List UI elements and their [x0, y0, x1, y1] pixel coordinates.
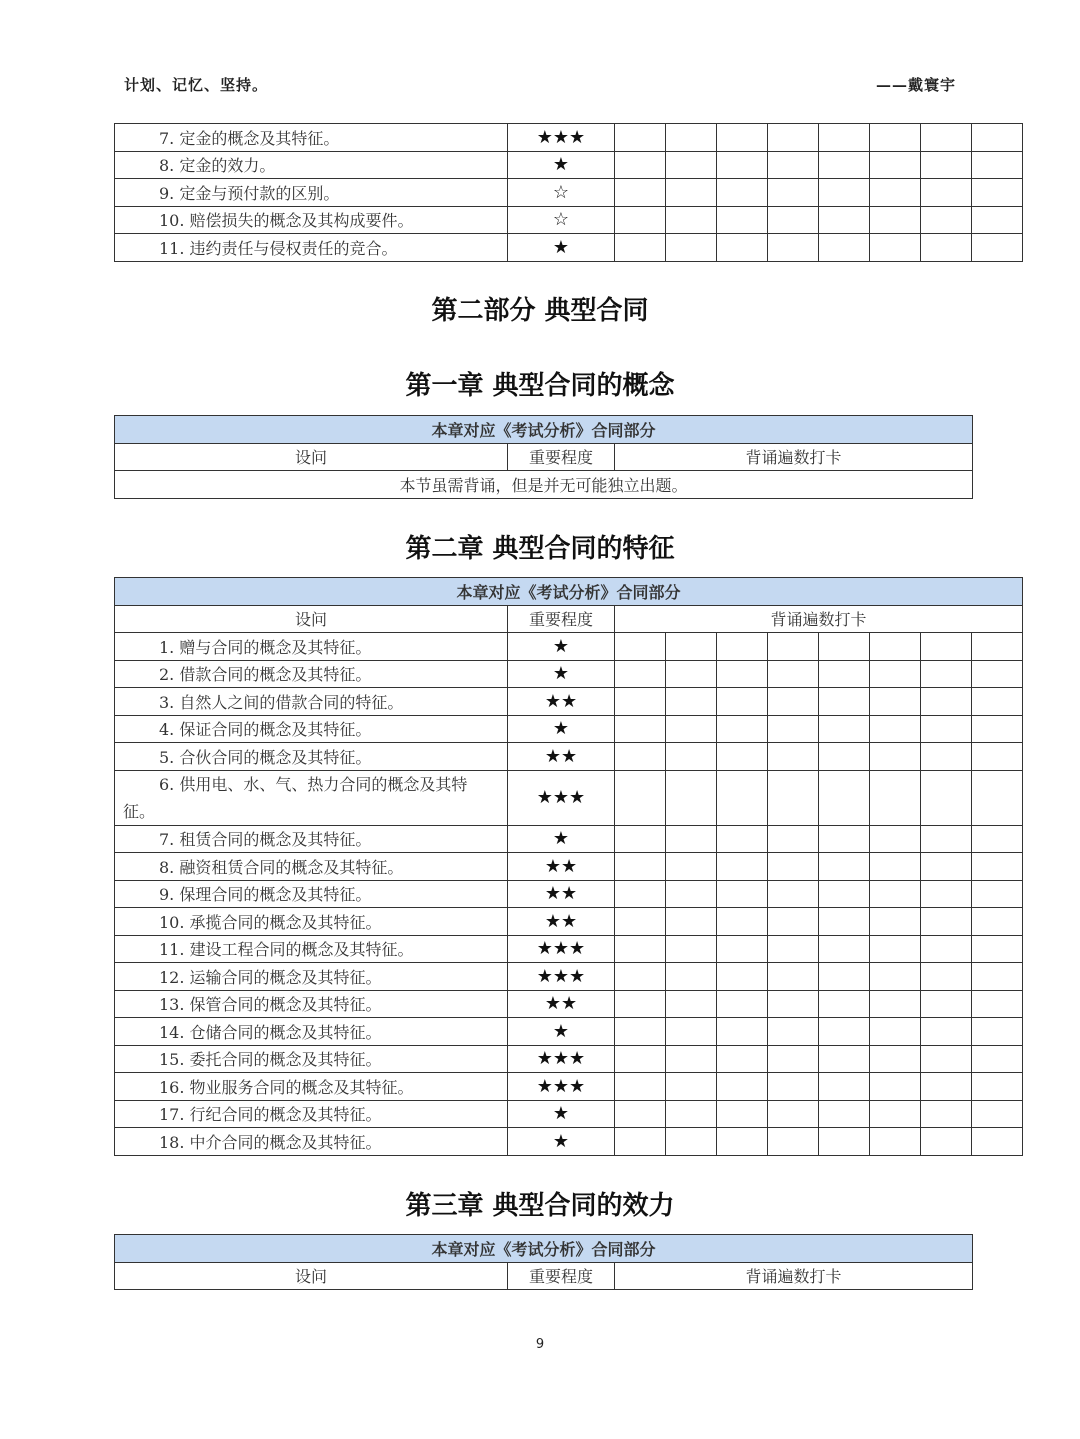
checkin-box[interactable] — [870, 1128, 921, 1156]
question-cell: 6. 供用电、水、气、热力合同的概念及其特征。 — [115, 770, 508, 825]
checkin-box[interactable] — [768, 990, 819, 1018]
checkin-box[interactable] — [870, 853, 921, 881]
checkin-box[interactable] — [972, 715, 1023, 743]
checkin-box[interactable] — [870, 660, 921, 688]
checkin-box[interactable] — [615, 770, 666, 825]
checkin-box[interactable] — [819, 743, 870, 771]
part-title: 第二部分 典型合同 — [431, 296, 649, 326]
question-cell: 12. 运输合同的概念及其特征。 — [115, 963, 508, 991]
table-row — [115, 1018, 1023, 1046]
chapter2-band: 本章对应《考试分析》合同部分 — [115, 578, 1023, 606]
checkin-box[interactable] — [819, 1073, 870, 1101]
importance-stars: ★★★ — [508, 935, 615, 963]
checkin-box[interactable] — [717, 151, 768, 179]
checkin-box[interactable] — [768, 688, 819, 716]
table-row — [115, 770, 1023, 825]
question-cell: 7. 租赁合同的概念及其特征。 — [115, 825, 508, 853]
checkin-box[interactable] — [819, 853, 870, 881]
question-cell: 18. 中介合同的概念及其特征。 — [115, 1128, 508, 1156]
checkin-box[interactable] — [972, 234, 1023, 262]
table-row — [115, 124, 1023, 152]
checkin-box[interactable] — [666, 1045, 717, 1073]
checkin-box[interactable] — [972, 633, 1023, 661]
checkin-box[interactable] — [972, 963, 1023, 991]
checkin-box[interactable] — [870, 963, 921, 991]
checkin-box[interactable] — [615, 715, 666, 743]
checkin-box[interactable] — [615, 1100, 666, 1128]
checkin-box[interactable] — [666, 1073, 717, 1101]
importance-stars: ★★ — [508, 880, 615, 908]
checkin-box[interactable] — [972, 935, 1023, 963]
checkin-box[interactable] — [768, 1045, 819, 1073]
checkin-box[interactable] — [870, 743, 921, 771]
checkin-box[interactable] — [768, 935, 819, 963]
checkin-box[interactable] — [717, 124, 768, 152]
chapter3-header-row — [115, 1262, 973, 1290]
checkin-box[interactable] — [666, 179, 717, 207]
checkin-box[interactable] — [768, 1073, 819, 1101]
checkin-box[interactable] — [870, 935, 921, 963]
checkin-box[interactable] — [717, 935, 768, 963]
checkin-box[interactable] — [666, 963, 717, 991]
checkin-box[interactable] — [972, 179, 1023, 207]
checkin-box[interactable] — [717, 908, 768, 936]
checkin-box[interactable] — [921, 963, 972, 991]
importance-stars: ★ — [508, 825, 615, 853]
checkin-box[interactable] — [768, 715, 819, 743]
checkin-box[interactable] — [819, 633, 870, 661]
table-row — [115, 234, 1023, 262]
checkin-box[interactable] — [972, 853, 1023, 881]
checkin-box[interactable] — [870, 715, 921, 743]
checkin-box[interactable] — [921, 1128, 972, 1156]
col-checkin-header: 背诵遍数打卡 — [615, 1262, 973, 1290]
table-row — [115, 179, 1023, 207]
question-cell: 11. 建设工程合同的概念及其特征。 — [115, 935, 508, 963]
checkin-box[interactable] — [972, 151, 1023, 179]
checkin-box[interactable] — [819, 935, 870, 963]
checkin-box[interactable] — [921, 206, 972, 234]
chapter3-title: 第三章 典型合同的效力 — [405, 1191, 675, 1221]
checkin-box[interactable] — [615, 1128, 666, 1156]
checkin-box[interactable] — [717, 1073, 768, 1101]
table-row — [115, 908, 1023, 936]
table-row — [115, 633, 1023, 661]
checkin-box[interactable] — [870, 770, 921, 825]
checkin-box[interactable] — [615, 990, 666, 1018]
checkin-box[interactable] — [870, 124, 921, 152]
checkin-box[interactable] — [819, 660, 870, 688]
chapter1-note: 本节虽需背诵，但是并无可能独立出题。 — [115, 471, 973, 499]
checkin-box[interactable] — [768, 743, 819, 771]
checkin-box[interactable] — [666, 688, 717, 716]
importance-stars: ★★★ — [508, 963, 615, 991]
importance-stars: ★ — [508, 151, 615, 179]
checkin-box[interactable] — [717, 179, 768, 207]
checkin-box[interactable] — [666, 124, 717, 152]
checkin-box[interactable] — [972, 990, 1023, 1018]
checkin-box[interactable] — [768, 179, 819, 207]
checkin-box[interactable] — [870, 880, 921, 908]
col-checkin-header: 背诵遍数打卡 — [615, 605, 1023, 633]
col-importance-header: 重要程度 — [508, 605, 615, 633]
checkin-box[interactable] — [768, 853, 819, 881]
checkin-box[interactable] — [768, 633, 819, 661]
question-cell: 10. 承揽合同的概念及其特征。 — [115, 908, 508, 936]
checkin-box[interactable] — [615, 234, 666, 262]
checkin-box[interactable] — [615, 151, 666, 179]
table-row — [115, 853, 1023, 881]
checkin-box[interactable] — [768, 234, 819, 262]
table-row — [115, 825, 1023, 853]
checkin-box[interactable] — [615, 688, 666, 716]
checkin-box[interactable] — [972, 1073, 1023, 1101]
top-continuation-table — [114, 123, 1023, 262]
chapter1-table — [114, 415, 973, 499]
checkin-box[interactable] — [666, 935, 717, 963]
checkin-box[interactable] — [972, 1045, 1023, 1073]
checkin-box[interactable] — [870, 1100, 921, 1128]
importance-stars: ★★★ — [508, 124, 615, 152]
checkin-box[interactable] — [921, 688, 972, 716]
checkin-box[interactable] — [615, 124, 666, 152]
checkin-box[interactable] — [768, 206, 819, 234]
importance-stars: ★ — [508, 1018, 615, 1046]
checkin-box[interactable] — [870, 990, 921, 1018]
checkin-box[interactable] — [921, 124, 972, 152]
table-row — [115, 880, 1023, 908]
checkin-box[interactable] — [972, 908, 1023, 936]
checkin-box[interactable] — [615, 633, 666, 661]
checkin-box[interactable] — [921, 880, 972, 908]
checkin-box[interactable] — [666, 825, 717, 853]
checkin-box[interactable] — [666, 151, 717, 179]
importance-stars: ★★★ — [508, 1045, 615, 1073]
question-cell: 4. 保证合同的概念及其特征。 — [115, 715, 508, 743]
table-row — [115, 151, 1023, 179]
checkin-box[interactable] — [819, 234, 870, 262]
chapter1-band: 本章对应《考试分析》合同部分 — [115, 416, 973, 444]
checkin-box[interactable] — [768, 1018, 819, 1046]
importance-stars: ★ — [508, 1128, 615, 1156]
checkin-box[interactable] — [921, 990, 972, 1018]
checkin-box[interactable] — [615, 660, 666, 688]
col-importance-header: 重要程度 — [508, 1262, 615, 1290]
checkin-box[interactable] — [921, 151, 972, 179]
checkin-box[interactable] — [717, 1045, 768, 1073]
chapter3-table — [114, 1234, 973, 1290]
chapter2-header-row — [115, 605, 1023, 633]
checkin-box[interactable] — [972, 206, 1023, 234]
table-row — [115, 963, 1023, 991]
checkin-box[interactable] — [819, 1018, 870, 1046]
checkin-box[interactable] — [921, 825, 972, 853]
question-cell: 5. 合伙合同的概念及其特征。 — [115, 743, 508, 771]
checkin-box[interactable] — [870, 179, 921, 207]
table-row — [115, 743, 1023, 771]
checkin-box[interactable] — [921, 1100, 972, 1128]
question-cell: 15. 委托合同的概念及其特征。 — [115, 1045, 508, 1073]
checkin-box[interactable] — [921, 234, 972, 262]
importance-stars: ★★ — [508, 688, 615, 716]
checkin-box[interactable] — [768, 880, 819, 908]
col-question-header: 设问 — [115, 443, 508, 471]
checkin-box[interactable] — [666, 633, 717, 661]
checkin-box[interactable] — [921, 1018, 972, 1046]
chapter2-band-row — [115, 578, 1023, 606]
question-cell: 8. 融资租赁合同的概念及其特征。 — [115, 853, 508, 881]
importance-stars: ★★★ — [508, 1073, 615, 1101]
checkin-box[interactable] — [666, 743, 717, 771]
checkin-box[interactable] — [768, 124, 819, 152]
chapter1-header-row — [115, 443, 973, 471]
checkin-box[interactable] — [819, 908, 870, 936]
checkin-box[interactable] — [972, 880, 1023, 908]
checkin-box[interactable] — [717, 234, 768, 262]
checkin-box[interactable] — [666, 1100, 717, 1128]
question-cell: 13. 保管合同的概念及其特征。 — [115, 990, 508, 1018]
checkin-box[interactable] — [972, 770, 1023, 825]
question-cell: 1. 赠与合同的概念及其特征。 — [115, 633, 508, 661]
checkin-box[interactable] — [870, 1073, 921, 1101]
checkin-box[interactable] — [972, 688, 1023, 716]
checkin-box[interactable] — [666, 1128, 717, 1156]
checkin-box[interactable] — [717, 963, 768, 991]
checkin-box[interactable] — [819, 1045, 870, 1073]
checkin-box[interactable] — [615, 880, 666, 908]
chapter1-band-row — [115, 416, 973, 444]
checkin-box[interactable] — [615, 206, 666, 234]
checkin-box[interactable] — [666, 908, 717, 936]
checkin-box[interactable] — [615, 935, 666, 963]
checkin-box[interactable] — [819, 1128, 870, 1156]
checkin-box[interactable] — [615, 825, 666, 853]
table-row — [115, 1073, 1023, 1101]
checkin-box[interactable] — [615, 1073, 666, 1101]
checkin-box[interactable] — [615, 743, 666, 771]
checkin-box[interactable] — [819, 688, 870, 716]
importance-stars: ★★ — [508, 908, 615, 936]
checkin-box[interactable] — [768, 660, 819, 688]
question-cell: 7. 定金的概念及其特征。 — [115, 124, 508, 152]
question-cell: 16. 物业服务合同的概念及其特征。 — [115, 1073, 508, 1101]
page-number: 9 — [535, 1337, 545, 1352]
checkin-box[interactable] — [819, 151, 870, 179]
checkin-box[interactable] — [972, 660, 1023, 688]
checkin-box[interactable] — [870, 633, 921, 661]
checkin-box[interactable] — [717, 990, 768, 1018]
checkin-box[interactable] — [819, 825, 870, 853]
checkin-box[interactable] — [768, 908, 819, 936]
checkin-box[interactable] — [666, 770, 717, 825]
importance-stars: ☆ — [508, 179, 615, 207]
question-cell: 3. 自然人之间的借款合同的特征。 — [115, 688, 508, 716]
checkin-box[interactable] — [666, 234, 717, 262]
importance-stars: ★ — [508, 1100, 615, 1128]
checkin-box[interactable] — [870, 1018, 921, 1046]
checkin-box[interactable] — [921, 935, 972, 963]
checkin-box[interactable] — [615, 853, 666, 881]
checkin-box[interactable] — [870, 1045, 921, 1073]
importance-stars: ★★★ — [508, 770, 615, 825]
question-cell: 9. 保理合同的概念及其特征。 — [115, 880, 508, 908]
question-cell: 8. 定金的效力。 — [115, 151, 508, 179]
checkin-box[interactable] — [819, 206, 870, 234]
checkin-box[interactable] — [768, 825, 819, 853]
checkin-box[interactable] — [666, 206, 717, 234]
checkin-box[interactable] — [972, 1100, 1023, 1128]
table-row — [115, 206, 1023, 234]
table-row — [115, 990, 1023, 1018]
chapter3-band-row — [115, 1235, 973, 1263]
checkin-box[interactable] — [717, 1018, 768, 1046]
checkin-box[interactable] — [666, 880, 717, 908]
col-question-header: 设问 — [115, 605, 508, 633]
checkin-box[interactable] — [870, 206, 921, 234]
checkin-box[interactable] — [819, 770, 870, 825]
checkin-box[interactable] — [615, 908, 666, 936]
checkin-box[interactable] — [717, 880, 768, 908]
importance-stars: ★★ — [508, 743, 615, 771]
question-cell: 10. 赔偿损失的概念及其构成要件。 — [115, 206, 508, 234]
checkin-box[interactable] — [972, 124, 1023, 152]
checkin-box[interactable] — [870, 234, 921, 262]
checkin-box[interactable] — [921, 179, 972, 207]
checkin-box[interactable] — [615, 179, 666, 207]
checkin-box[interactable] — [717, 853, 768, 881]
question-cell: 2. 借款合同的概念及其特征。 — [115, 660, 508, 688]
question-cell: 9. 定金与预付款的区别。 — [115, 179, 508, 207]
checkin-box[interactable] — [972, 1018, 1023, 1046]
checkin-box[interactable] — [615, 1045, 666, 1073]
checkin-box[interactable] — [972, 825, 1023, 853]
checkin-box[interactable] — [819, 880, 870, 908]
checkin-box[interactable] — [819, 715, 870, 743]
table-row — [115, 1045, 1023, 1073]
importance-stars: ★ — [508, 660, 615, 688]
checkin-box[interactable] — [717, 688, 768, 716]
checkin-box[interactable] — [870, 908, 921, 936]
checkin-box[interactable] — [615, 963, 666, 991]
checkin-box[interactable] — [768, 151, 819, 179]
col-question-header: 设问 — [115, 1262, 508, 1290]
checkin-box[interactable] — [768, 770, 819, 825]
chapter1-title: 第一章 典型合同的概念 — [405, 371, 675, 401]
header-motto: 计划、记忆、坚持。 — [124, 76, 269, 94]
chapter2-table — [114, 577, 1023, 1156]
col-importance-header: 重要程度 — [508, 443, 615, 471]
table-row — [115, 715, 1023, 743]
checkin-box[interactable] — [666, 990, 717, 1018]
checkin-box[interactable] — [666, 660, 717, 688]
question-cell: 14. 仓储合同的概念及其特征。 — [115, 1018, 508, 1046]
importance-stars: ★ — [508, 633, 615, 661]
importance-stars: ☆ — [508, 206, 615, 234]
chapter2-title: 第二章 典型合同的特征 — [405, 534, 675, 564]
chapter3-band: 本章对应《考试分析》合同部分 — [115, 1235, 973, 1263]
table-row — [115, 935, 1023, 963]
checkin-box[interactable] — [921, 660, 972, 688]
importance-stars: ★ — [508, 234, 615, 262]
checkin-box[interactable] — [768, 963, 819, 991]
checkin-box[interactable] — [717, 1100, 768, 1128]
checkin-box[interactable] — [921, 743, 972, 771]
importance-stars: ★ — [508, 715, 615, 743]
checkin-box[interactable] — [819, 179, 870, 207]
checkin-box[interactable] — [870, 825, 921, 853]
checkin-box[interactable] — [717, 770, 768, 825]
checkin-box[interactable] — [717, 206, 768, 234]
question-cell: 11. 违约责任与侵权责任的竞合。 — [115, 234, 508, 262]
checkin-box[interactable] — [717, 1128, 768, 1156]
table-row — [115, 688, 1023, 716]
checkin-box[interactable] — [921, 770, 972, 825]
checkin-box[interactable] — [870, 688, 921, 716]
checkin-box[interactable] — [921, 853, 972, 881]
table-row — [115, 1128, 1023, 1156]
checkin-box[interactable] — [819, 124, 870, 152]
header-author: ——戴寰宇 — [875, 76, 956, 94]
checkin-box[interactable] — [717, 743, 768, 771]
col-checkin-header: 背诵遍数打卡 — [615, 443, 973, 471]
importance-stars: ★★ — [508, 990, 615, 1018]
checkin-box[interactable] — [921, 1045, 972, 1073]
importance-stars: ★★ — [508, 853, 615, 881]
checkin-box[interactable] — [666, 853, 717, 881]
checkin-box[interactable] — [972, 1128, 1023, 1156]
checkin-box[interactable] — [717, 715, 768, 743]
checkin-box[interactable] — [768, 1128, 819, 1156]
checkin-box[interactable] — [819, 963, 870, 991]
checkin-box[interactable] — [666, 1018, 717, 1046]
checkin-box[interactable] — [666, 715, 717, 743]
checkin-box[interactable] — [870, 151, 921, 179]
checkin-box[interactable] — [921, 908, 972, 936]
question-cell: 17. 行纪合同的概念及其特征。 — [115, 1100, 508, 1128]
chapter1-note-row — [115, 471, 973, 499]
table-row — [115, 660, 1023, 688]
checkin-box[interactable] — [921, 633, 972, 661]
table-row — [115, 1100, 1023, 1128]
checkin-box[interactable] — [768, 1100, 819, 1128]
checkin-box[interactable] — [615, 1018, 666, 1046]
checkin-box[interactable] — [717, 633, 768, 661]
checkin-box[interactable] — [717, 660, 768, 688]
checkin-box[interactable] — [819, 1100, 870, 1128]
checkin-box[interactable] — [819, 990, 870, 1018]
checkin-box[interactable] — [921, 1073, 972, 1101]
checkin-box[interactable] — [972, 743, 1023, 771]
checkin-box[interactable] — [921, 715, 972, 743]
checkin-box[interactable] — [717, 825, 768, 853]
